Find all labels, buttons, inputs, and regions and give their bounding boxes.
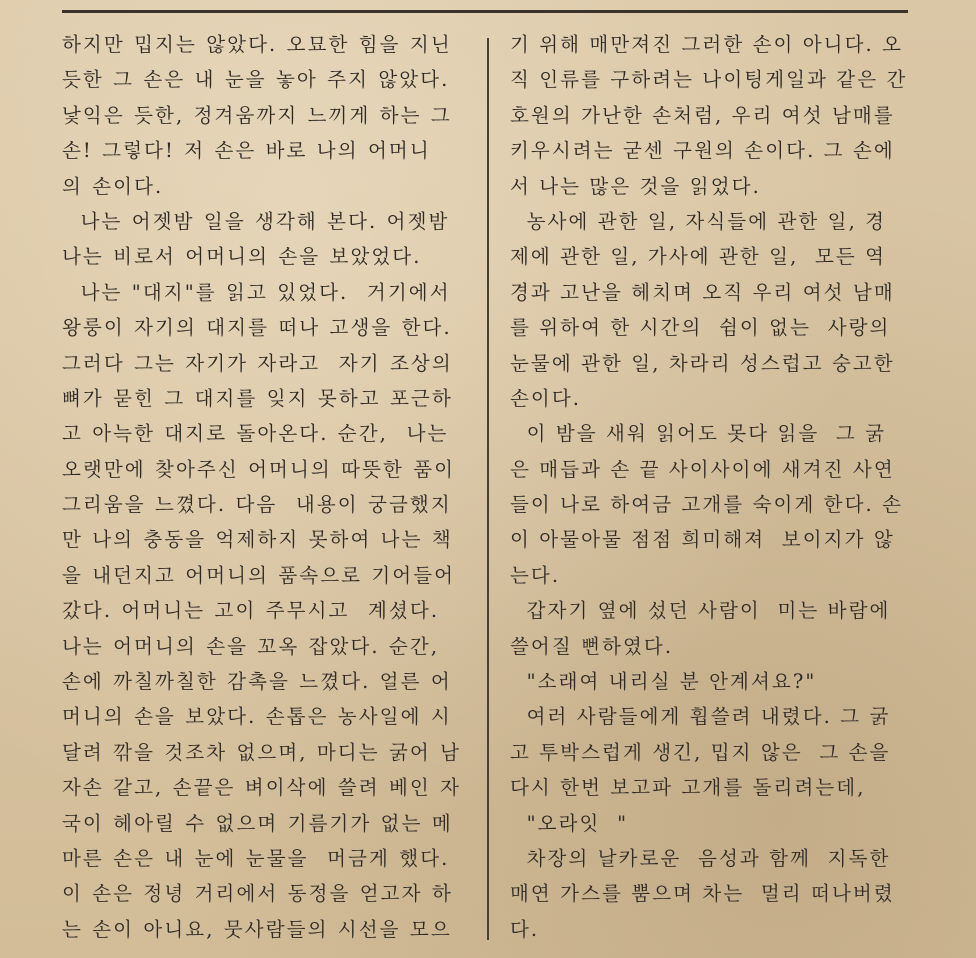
text-line: 직 인류를 구하려는 나이팅게일과 같은 간 [510,68,908,92]
text-line: 나는 어젯밤 일을 생각해 본다. 어젯밤 [62,209,450,233]
right-column [510,27,918,947]
text-line: 제에 관한 일, 가사에 관한 일, 모든 역 [510,245,887,269]
text-line: 다. [510,917,540,941]
text-line: "오라잇 " [510,811,629,835]
text-line: 손! 그렇다! 저 손은 바로 나의 어머니 [62,139,431,163]
left-column [62,27,470,947]
text-line: 그러다 그는 자기가 자라고 자기 조상의 [62,351,453,375]
text-line: 뼈가 묻힌 그 대지를 잊지 못하고 포근하 [62,386,453,410]
text-line: 갑자기 옆에 섰던 사람이 미는 바람에 [510,599,891,623]
text-line: 손이다. [510,386,582,410]
text-line: 갔다. 어머니는 고이 주무시고 계셨다. [62,599,440,623]
text-line: 들이 나로 하여금 고개를 숙이게 한다. 손 [510,493,904,517]
text-line: 는 손이 아니요, 뭇사람들의 시선을 모으 [62,917,452,941]
text-line: 왕룽이 자기의 대지를 떠나 고생을 한다. [62,316,452,340]
text-line: 기 위해 매만져진 그러한 손이 아니다. 오 [510,33,904,56]
text-line: 다시 한번 보고파 고개를 돌리려는데, [510,776,866,800]
text-line: 그리움을 느꼈다. 다음 내용이 궁금했지 [62,493,452,517]
text-line: 차장의 날카로운 음성과 함께 지독한 [510,846,891,870]
text-line: 머니의 손을 보았다. 손톱은 농사일에 시 [62,705,452,729]
top-rule [62,10,908,13]
text-line: 듯한 그 손은 내 눈을 놓아 주지 않았다. [62,68,450,92]
text-line: 을 내던지고 어머니의 품속으로 기어들어 [62,563,456,587]
text-line: 달려 깎을 것조차 없으며, 마디는 굵어 남 [62,740,462,764]
text-line: 만 나의 충동을 억제하지 못하여 나는 책 [62,528,453,552]
text-line: 의 손이다. [62,174,164,198]
text-line: 쓸어질 뻔하였다. [510,634,674,658]
text-line: 여러 사람들에게 휩쓸려 내렸다. 그 굵 [510,705,891,729]
text-line: 키우시려는 굳센 구원의 손이다. 그 손에 [510,139,895,163]
text-line: "소래여 내리실 분 안계셔요?" [510,670,817,694]
text-line: 눈물에 관한 일, 차라리 성스럽고 숭고한 [510,351,895,375]
text-line: 손에 까칠까칠한 감촉을 느꼈다. 얼른 어 [62,670,452,694]
text-line: 국이 헤아릴 수 없으며 기름기가 없는 메 [62,811,453,835]
text-line: 고 투박스럽게 생긴, 밉지 않은 그 손을 [510,740,891,764]
text-line: 나는 어머니의 손을 꼬옥 잡았다. 순간, [62,634,440,658]
text-line: 은 매듭과 손 끝 사이사이에 새겨진 사연 [510,457,895,481]
text-line: 이 아물아물 점점 희미해져 보이지가 않 [510,528,895,552]
text-line: 호원의 가난한 손처럼, 우리 여섯 남매를 [510,103,895,127]
text-line: 를 위하여 한 시간의 쉼이 없는 사랑의 [510,316,891,340]
text-line: 매연 가스를 뿜으며 차는 멀리 떠나버렸 [510,882,895,906]
text-line: 는다. [510,563,561,587]
column-divider [487,38,489,940]
text-line: 오랫만에 찾아주신 어머니의 따뜻한 품이 [62,457,456,481]
text-line: 이 밤을 새워 읽어도 못다 읽을 그 굵 [510,422,887,446]
text-line: 고 아늑한 대지로 돌아온다. 순간, 나는 [62,422,449,446]
text-line: 마른 손은 내 눈에 눈물을 머금게 했다. [62,846,450,870]
text-line: 농사에 관한 일, 자식들에 관한 일, 경 [510,209,887,233]
text-line: 이 손은 정녕 거리에서 동정을 얻고자 하 [62,882,453,906]
text-line: 나는 비로서 어머니의 손을 보았었다. [62,245,422,269]
text-line: 서 나는 많은 것을 읽었다. [510,174,761,198]
text-line: 자손 같고, 손끝은 벼이삭에 쓸려 베인 자 [62,776,462,800]
text-line: 낯익은 듯한, 정겨움까지 느끼게 하는 그 [62,103,452,127]
text-line: 경과 고난을 헤치며 오직 우리 여섯 남매 [510,280,895,304]
text-line: 하지만 밉지는 않았다. 오묘한 힘을 지닌 [62,33,452,56]
text-line: 나는 "대지"를 읽고 있었다. 거기에서 [62,280,451,304]
